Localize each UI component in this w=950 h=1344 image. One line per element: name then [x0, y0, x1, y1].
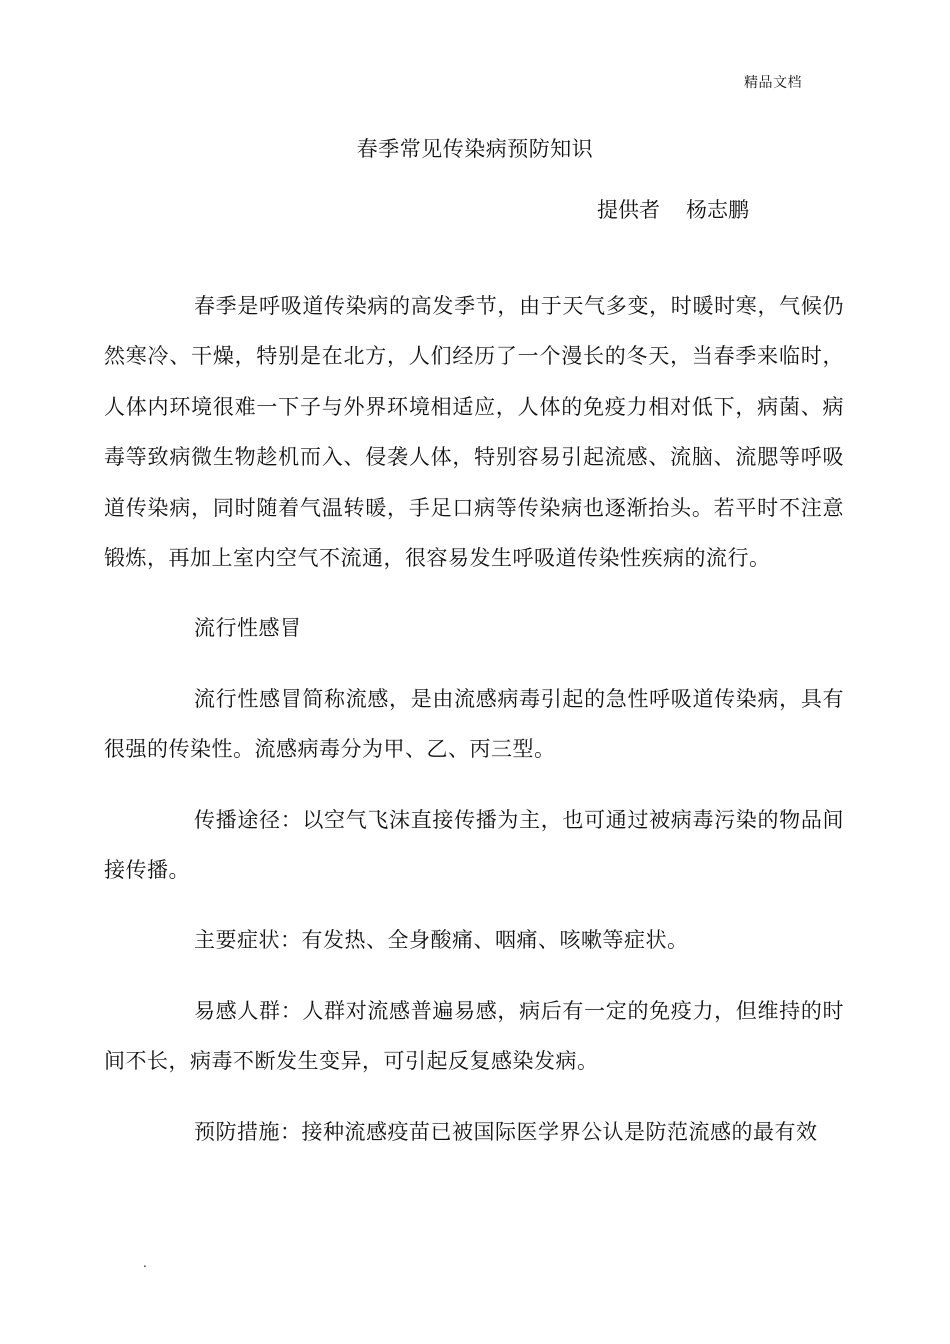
document-body [104, 281, 844, 1157]
transmission-paragraph: 传播途径：以空气飞沫直接传播为主，也可通过被病毒污染的物品间接传播。 [104, 807, 844, 883]
intro-paragraph: 春季是呼吸道传染病的高发季节，由于天气多变，时暖时寒，气候仍然寒冷、干燥，特别是在北方，人们经历了一个漫长的冬天，当春季来临时，人体内环境很难一下子与外界环境相适应，人体的免疫力相对低下，病菌、病毒等致病微生物趁机而入、侵袭人体，特别容易引起流感、流脑、流腮等呼吸道传染病，同时随着气温转暖，手足口病等传染病也逐渐抬头。若平时不注意锻炼，再加上室内空气不流通，很容易发生呼吸道传染性疾病的流行。 [104, 294, 844, 571]
section-heading-influenza: 流行性感冒 [194, 616, 302, 641]
symptoms-paragraph: 主要症状：有发热、全身酸痛、咽痛、咳嗽等症状。 [194, 928, 689, 953]
author-name: 杨志鹏 [686, 198, 749, 222]
influenza-definition-paragraph: 流行性感冒简称流感，是由流感病毒引起的急性呼吸道传染病，具有很强的传染性。流感病毒分为甲、乙、丙三型。 [104, 686, 844, 762]
author-line [597, 194, 749, 224]
footer-mark: . [143, 1256, 147, 1270]
susceptible-population-paragraph: 易感人群：人群对流感普遍易感，病后有一定的免疫力，但维持的时间不长，病毒不断发生变异，可引起反复感染发病。 [104, 998, 844, 1074]
watermark: 精品文档 [744, 75, 802, 91]
author-spacer [660, 194, 686, 224]
document-title: 春季常见传染病预防知识 [356, 137, 594, 161]
prevention-paragraph: 预防措施：接种流感疫苗已被国际医学界公认是防范流感的最有效 [194, 1119, 818, 1144]
author-label: 提供者 [597, 198, 660, 222]
